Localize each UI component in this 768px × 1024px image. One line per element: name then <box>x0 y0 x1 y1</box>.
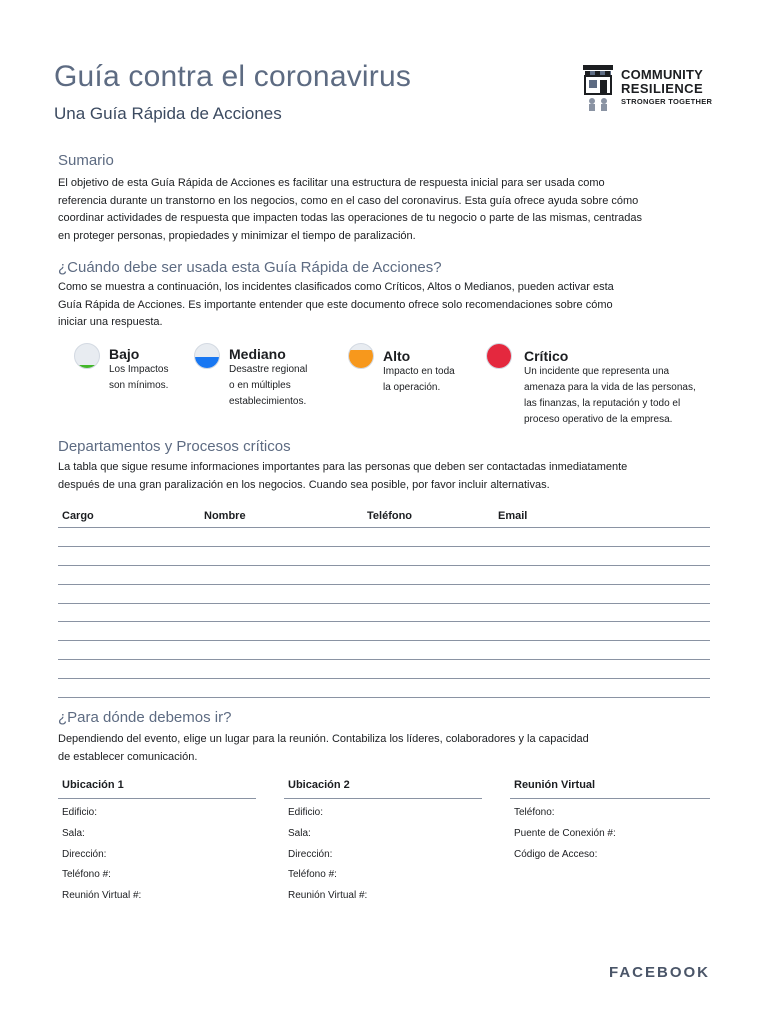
location-2-divider <box>284 798 482 799</box>
location-1-heading: Ubicación 1 <box>62 779 124 791</box>
virtual-meeting-divider <box>510 798 710 799</box>
severity-desc-line: Desastre regional <box>229 364 308 375</box>
column-header-telefono: Teléfono <box>367 510 413 522</box>
table-row[interactable] <box>58 565 710 566</box>
location-2-field-phone[interactable]: Teléfono #: <box>288 869 337 880</box>
severity-medium-label: Mediano <box>229 346 286 362</box>
location-1-field-phone[interactable]: Teléfono #: <box>62 869 111 880</box>
departments-line: La tabla que sigue resume informaciones importantes para las personas que deben ser contactadas inmediatamente <box>58 461 628 473</box>
severity-desc-line: proceso operativo de la empresa. <box>524 414 673 425</box>
when-line: Como se muestra a continuación, los incidentes clasificados como Críticos, Altos o Medianos, pueden activar esta <box>58 281 614 293</box>
table-row[interactable] <box>58 621 710 622</box>
severity-desc-line: establecimientos. <box>229 396 307 407</box>
logo-tagline: STRONGER TOGETHER <box>621 97 713 106</box>
location-2-field-virtual[interactable]: Reunión Virtual #: <box>288 890 368 901</box>
severity-medium-desc <box>229 362 307 410</box>
table-row[interactable] <box>58 546 710 547</box>
table-row[interactable] <box>58 678 710 679</box>
location-1-field-building[interactable]: Edificio: <box>62 807 98 818</box>
virtual-meeting-field-phone[interactable]: Teléfono: <box>514 807 555 818</box>
logo-text-community: COMMUNITY <box>621 67 703 82</box>
severity-low-desc <box>109 362 168 394</box>
table-row[interactable] <box>58 584 710 585</box>
where-line: Dependiendo del evento, elige un lugar para la reunión. Contabiliza los líderes, colaboradores y la capacidad <box>58 733 589 745</box>
summary-line: referencia durante un transtorno en los negocios, como en el caso del coronavirus. Esta guía ofrece ayuda sobre cómo <box>58 194 639 207</box>
departments-paragraph <box>58 459 718 494</box>
severity-desc-line: Un incidente que representa una <box>524 366 670 377</box>
location-2-field-address[interactable]: Dirección: <box>288 849 333 860</box>
summary-line: El objetivo de esta Guía Rápida de Acciones es facilitar una estructura de respuesta inicial para ser usada como <box>58 177 605 189</box>
severity-desc-line: son mínimos. <box>109 380 169 391</box>
where-line: de establecer comunicación. <box>58 750 198 763</box>
location-1-field-room[interactable]: Sala: <box>62 828 85 839</box>
severity-desc-line: Los Impactos <box>109 364 169 375</box>
severity-desc-line: amenaza para la vida de las personas, <box>524 382 696 393</box>
severity-low-icon <box>74 343 100 369</box>
severity-medium-icon <box>194 343 220 369</box>
location-1-field-address[interactable]: Dirección: <box>62 849 107 860</box>
column-header-nombre: Nombre <box>204 510 246 522</box>
when-paragraph <box>58 279 718 332</box>
page-subtitle: Una Guía Rápida de Acciones <box>54 104 282 123</box>
virtual-meeting-field-access-code[interactable]: Código de Acceso: <box>514 849 598 860</box>
severity-high-icon <box>348 343 374 369</box>
severity-critical-icon <box>486 343 512 369</box>
departments-line: después de una gran paralización en los negocios. Cuando sea posible, por favor incluir alternativas. <box>58 478 550 491</box>
departments-heading: Departamentos y Procesos críticos <box>58 438 291 455</box>
severity-high-label: Alto <box>383 348 411 364</box>
severity-high-desc <box>383 364 455 396</box>
logo-text-resilience: RESILIENCE <box>621 81 704 96</box>
summary-line: en proteger personas, propiedades y minimizar el tiempo de paralización. <box>58 229 416 242</box>
location-1-divider <box>58 798 256 799</box>
virtual-meeting-field-bridge[interactable]: Puente de Conexión #: <box>514 828 616 839</box>
severity-desc-line: las finanzas, la reputación y todo el <box>524 398 681 409</box>
column-header-email: Email <box>498 510 528 522</box>
column-header-cargo: Cargo <box>62 510 94 522</box>
where-heading: ¿Para dónde debemos ir? <box>58 709 232 726</box>
table-row[interactable] <box>58 640 710 641</box>
when-heading: ¿Cuándo debe ser usada esta Guía Rápida de Acciones? <box>58 259 442 276</box>
table-header-divider <box>58 527 710 528</box>
summary-heading: Sumario <box>58 152 114 169</box>
table-row[interactable] <box>58 659 710 660</box>
table-row[interactable] <box>58 697 710 698</box>
summary-line: coordinar actividades de respuesta que impacten todas las operaciones de tu negocio o parte de las mismas, centradas <box>58 212 642 224</box>
severity-critical-label: Crítico <box>524 348 569 364</box>
location-2-heading: Ubicación 2 <box>288 779 350 791</box>
when-line: iniciar una respuesta. <box>58 316 163 328</box>
severity-low-label: Bajo <box>109 346 140 362</box>
table-row[interactable] <box>58 603 710 604</box>
severity-critical-desc <box>524 364 696 428</box>
virtual-meeting-heading: Reunión Virtual <box>514 779 596 791</box>
severity-desc-line: Impacto en toda <box>383 366 455 377</box>
severity-desc-line: o en múltiples <box>229 380 291 391</box>
summary-paragraph <box>58 175 718 245</box>
facebook-brand: FACEBOOK <box>609 964 711 981</box>
where-paragraph <box>58 731 718 766</box>
location-1-field-virtual[interactable]: Reunión Virtual #: <box>62 890 142 901</box>
page-title: Guía contra el coronavirus <box>54 60 412 93</box>
location-2-field-building[interactable]: Edificio: <box>288 807 324 818</box>
when-line: Guía Rápida de Acciones. Es importante entender que este documento ofrece solo recomendaciones sobre cómo <box>58 298 613 311</box>
location-2-field-room[interactable]: Sala: <box>288 828 311 839</box>
severity-desc-line: la operación. <box>383 382 441 393</box>
